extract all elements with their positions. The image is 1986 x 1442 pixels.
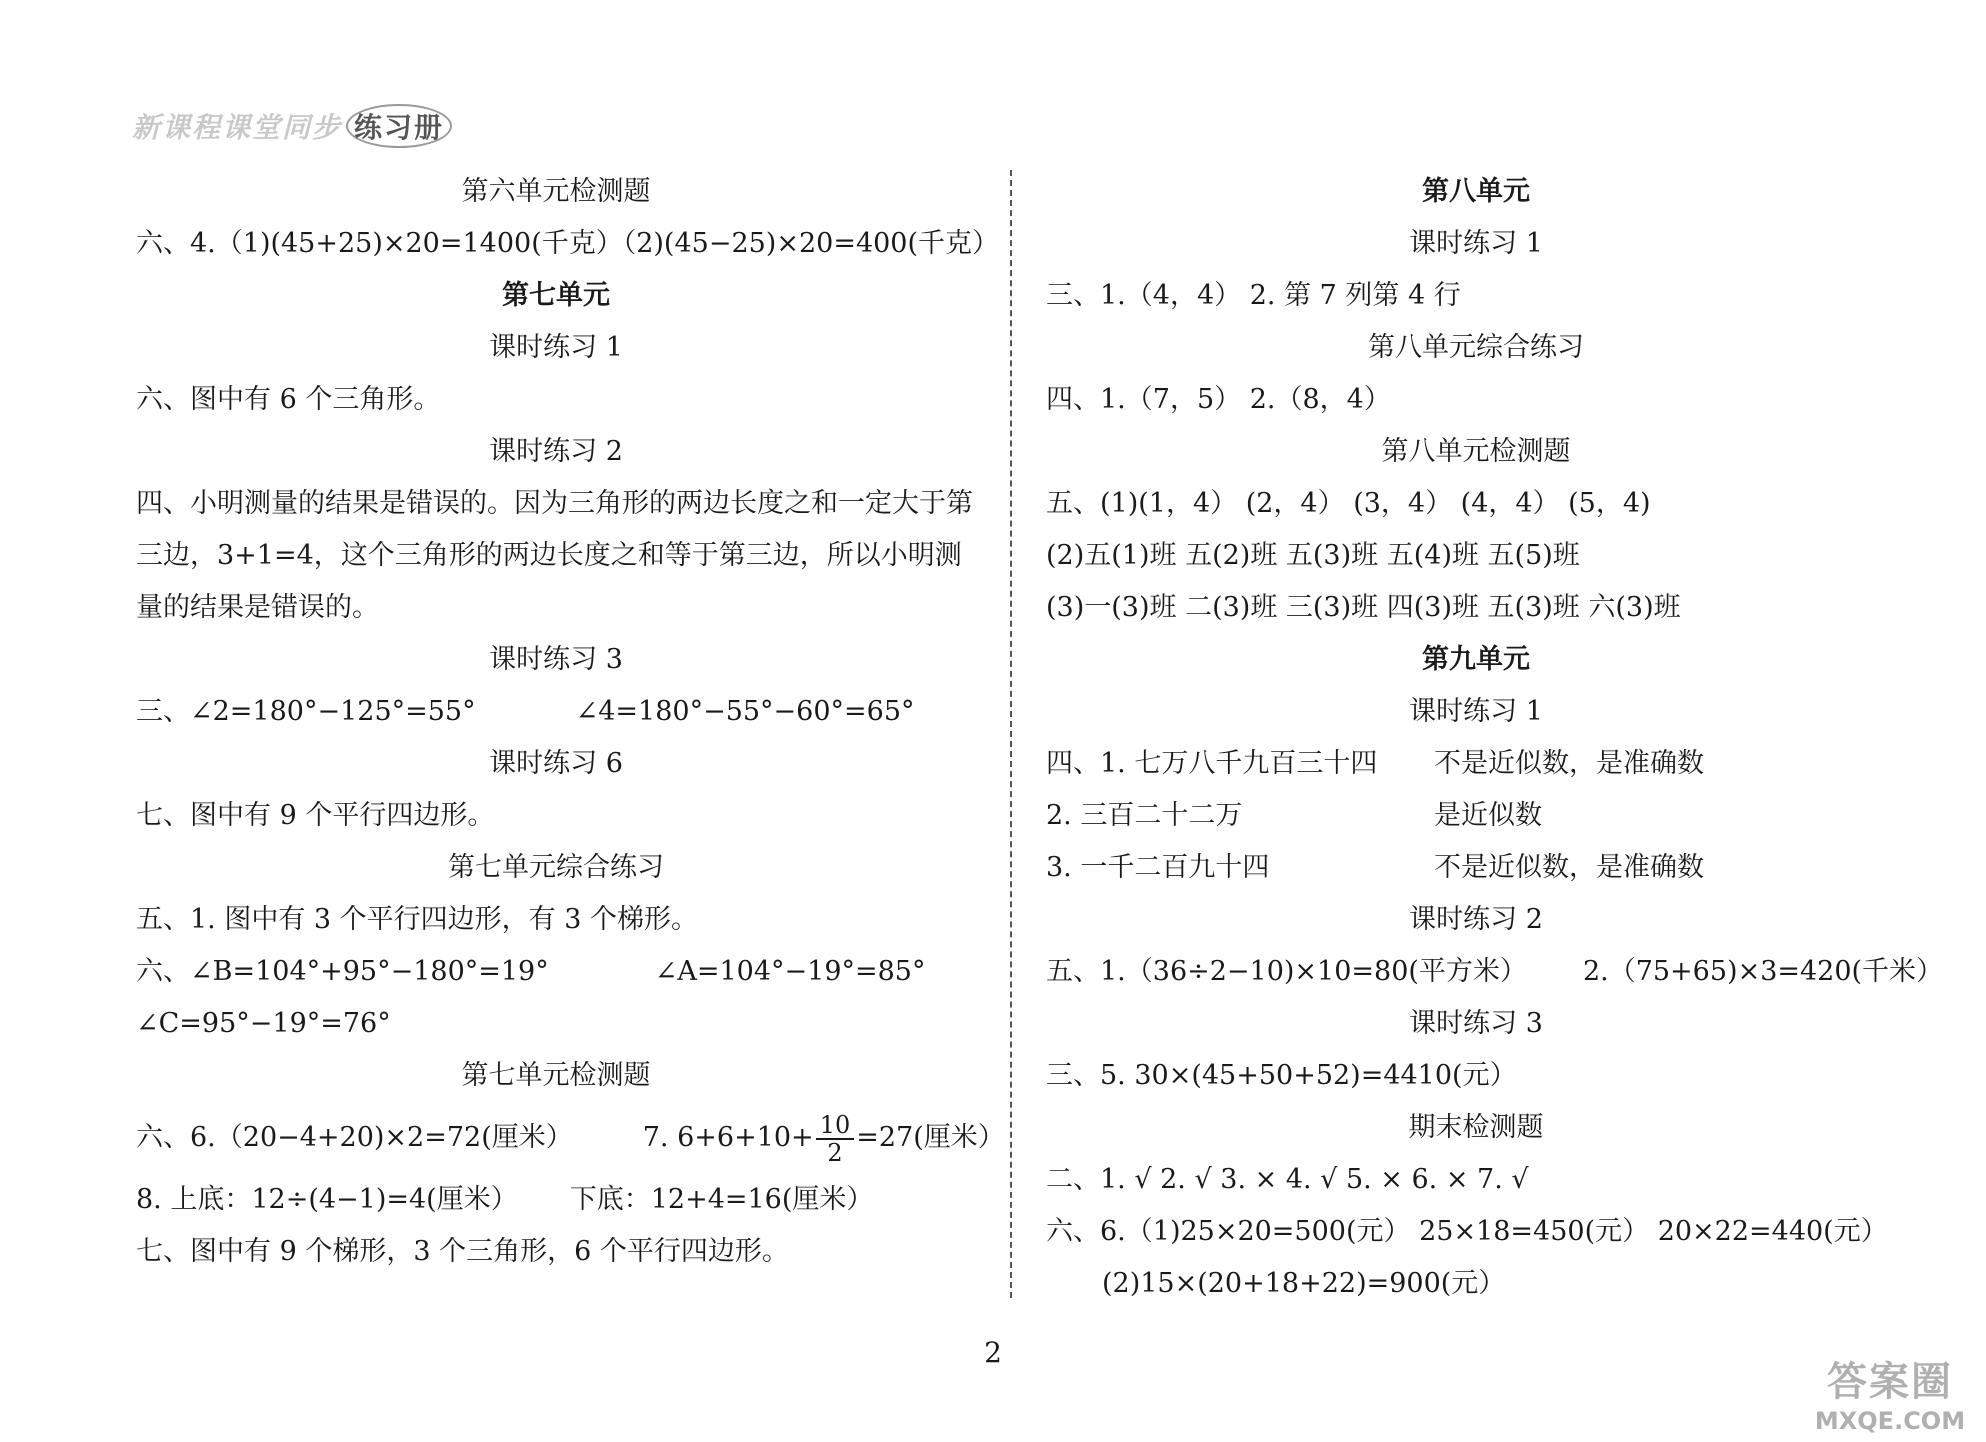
answer-part: 不是近似数，是准确数 [1434, 852, 1704, 883]
answer-line: 三、5. 30×(45+50+52)=4410(元） [1046, 1060, 1517, 1091]
section-title: 第七单元检测题 [461, 1060, 651, 1091]
section-title: 第七单元综合练习 [448, 852, 664, 883]
answer-line: 七、图中有 9 个平行四边形。 [136, 800, 495, 831]
answer-line: 五、1. 图中有 3 个平行四边形，有 3 个梯形。 [136, 904, 699, 935]
answer-part: 不是近似数，是准确数 [1434, 748, 1704, 779]
section-title: 课时练习 3 [489, 644, 623, 675]
answer-line: (2)15×(20+18+22)=900(元） [1102, 1268, 1506, 1299]
logo-text: 新课程课堂同步 [132, 111, 343, 144]
column-divider [1010, 170, 1012, 1298]
answer-line: 四、1.（7，5） 2.（8，4） [1046, 384, 1391, 415]
answer-line: 七、图中有 9 个梯形，3 个三角形，6 个平行四边形。 [136, 1236, 789, 1267]
section-title: 课时练习 6 [489, 748, 623, 779]
answer-line [136, 1174, 976, 1226]
right-column [1046, 166, 1944, 1310]
answer-part: 六、6.（20−4+20)×2=72(厘米） [136, 1122, 573, 1153]
page-number: 2 [984, 1336, 1002, 1369]
section-title: 第六单元检测题 [461, 176, 651, 207]
left-column [136, 166, 1005, 1278]
watermark-text: 答案圈 [1827, 1359, 1953, 1405]
unit-title: 第八单元 [1422, 176, 1530, 207]
answer-part: ∠A=104°−19°=85° [654, 956, 926, 987]
answer-line: 五、(1)(1，4） (2，4） (3，4） (4，4） (5，4) [1046, 488, 1651, 519]
answer-line [1046, 738, 1906, 790]
answer-part: 3. 一千二百九十四 [1046, 852, 1270, 883]
answer-part: 7. 6+6+10+ [642, 1122, 814, 1153]
watermark-url: MXQE.COM [1814, 1407, 1966, 1435]
answer-part: 三、∠2=180°−125°=55° [136, 696, 476, 727]
answer-line: 二、1. √ 2. √ 3. × 4. √ 5. × 6. × 7. √ [1046, 1164, 1529, 1195]
series-logo [132, 104, 452, 148]
answer-part: 2. 三百二十二万 [1046, 800, 1243, 831]
answer-part: ∠4=180°−55°−60°=65° [575, 696, 915, 727]
fraction [816, 1112, 855, 1166]
unit-title: 第九单元 [1422, 644, 1530, 675]
answer-line: ∠C=95°−19°=76° [136, 1008, 391, 1039]
answer-line: 六、4.（1)(45+25)×20=1400(千克）（2)(45−25)×20=400(千克） [136, 228, 1000, 259]
answer-part: 六、∠B=104°+95°−180°=19° [136, 956, 549, 987]
section-title: 课时练习 2 [489, 436, 623, 467]
answer-part: 五、1.（36÷2−10)×10=80(平方米） [1046, 956, 1527, 987]
answer-line: 六、图中有 6 个三角形。 [136, 384, 441, 415]
section-title: 期末检测题 [1408, 1112, 1544, 1143]
answer-line: (3)一(3)班 二(3)班 三(3)班 四(3)班 五(3)班 六(3)班 [1046, 592, 1681, 623]
section-title: 课时练习 1 [1409, 696, 1543, 727]
answer-line: 三、1.（4，4） 2. 第 7 列第 4 行 [1046, 280, 1461, 311]
section-title: 课时练习 1 [489, 332, 623, 363]
section-title: 课时练习 3 [1409, 1008, 1543, 1039]
answer-line [136, 686, 976, 738]
answer-line [1046, 946, 1944, 998]
answer-line [136, 946, 976, 998]
answer-part: 下底：12+4=16(厘米） [569, 1184, 874, 1215]
section-title: 第八单元综合练习 [1368, 332, 1584, 363]
answer-line [136, 1102, 1005, 1174]
section-title: 课时练习 2 [1409, 904, 1543, 935]
answer-part: 2.（75+65)×3=420(千米） [1582, 956, 1944, 987]
answer-part: 8. 上底：12÷(4−1)=4(厘米） [136, 1184, 518, 1215]
answer-paragraph: 四、小明测量的结果是错误的。因为三角形的两边长度之和一定大于第三边，3+1=4，这个三角形的两边长度之和等于第三边，所以小明测量的结果是错误的。 [136, 488, 973, 623]
unit-title: 第七单元 [502, 280, 610, 311]
answer-line: (2)五(1)班 五(2)班 五(3)班 五(4)班 五(5)班 [1046, 540, 1580, 571]
watermark-logo [1810, 1350, 1970, 1434]
logo-badge: 练习册 [346, 104, 452, 148]
answer-part: 四、1. 七万八千九百三十四 [1046, 748, 1378, 779]
section-title: 课时练习 1 [1409, 228, 1543, 259]
fraction-denominator: 2 [827, 1138, 843, 1167]
fraction-numerator: 10 [816, 1112, 855, 1140]
answer-line [1046, 842, 1906, 894]
answer-part: =27(厘米） [856, 1122, 1005, 1153]
section-title: 第八单元检测题 [1381, 436, 1571, 467]
answer-part: 是近似数 [1434, 800, 1542, 831]
answer-line [1046, 790, 1906, 842]
answer-line: 六、6.（1)25×20=500(元） 25×18=450(元） 20×22=440(元） [1046, 1216, 1888, 1247]
